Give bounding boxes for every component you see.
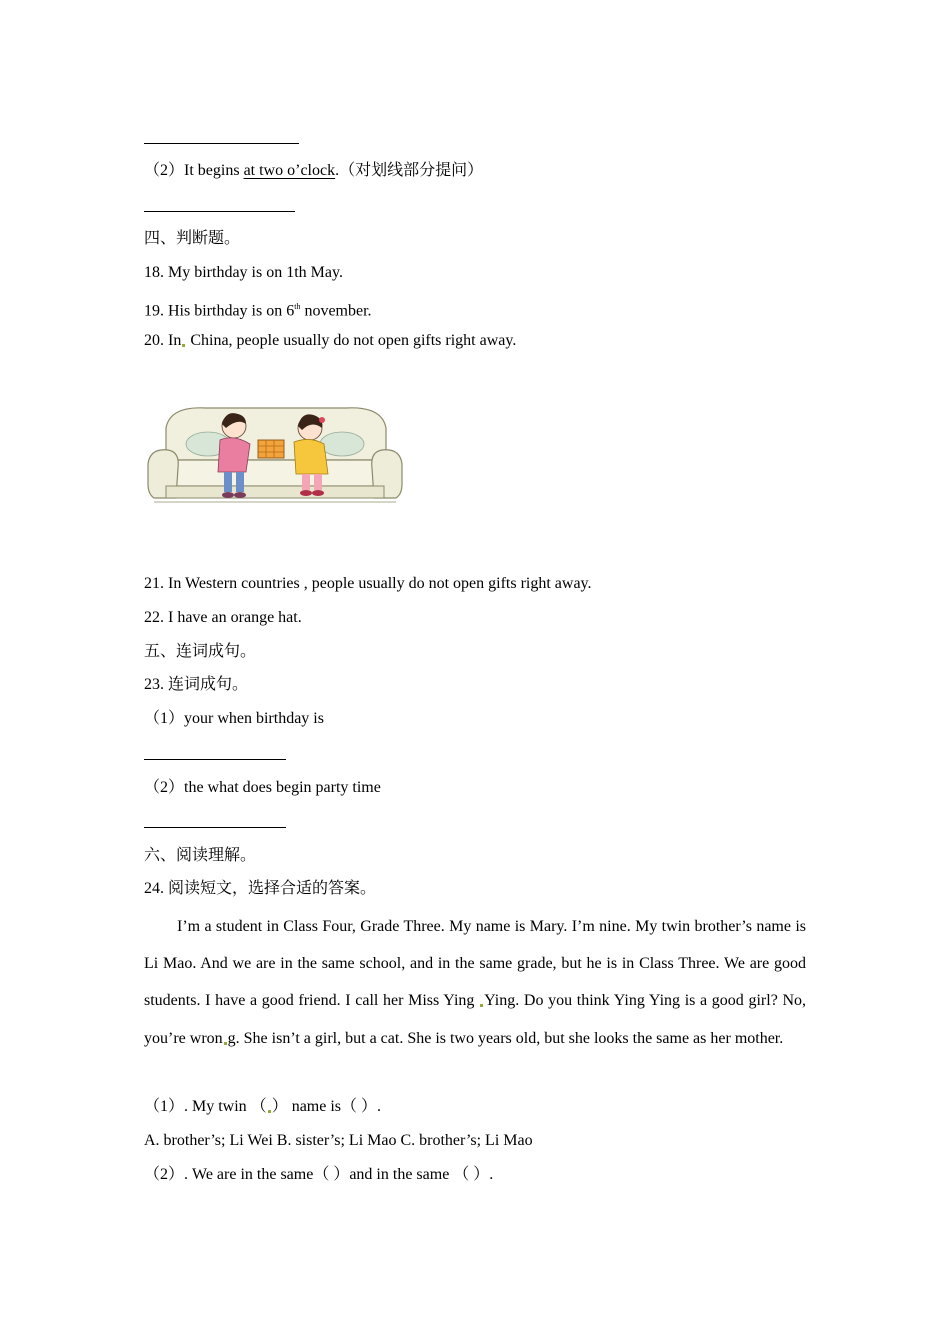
question-22: 22. I have an orange hat.	[144, 609, 302, 626]
section-6-heading: 六、阅读理解。	[144, 847, 257, 864]
question-17-2: （2）It begins at two o’clock.（对划线部分提问）	[144, 162, 484, 179]
question-23-1: （1）your when birthday is	[144, 710, 324, 727]
section-4-heading: 四、判断题。	[144, 230, 241, 247]
question-18: 18. My birthday is on 1th May.	[144, 264, 343, 281]
answer-line	[144, 211, 295, 212]
answer-line	[144, 143, 299, 144]
speck-mark	[268, 1110, 271, 1113]
question-19: 19. His birthday is on 6th november.	[144, 302, 372, 320]
question-23-2: （2）the what does begin party time	[144, 779, 381, 796]
question-24-1: （1）. My twin （ ） name is（ ）.	[144, 1098, 382, 1115]
question-21: 21. In Western countries , people usually do not open gifts right away.	[144, 575, 592, 592]
question-23-title: 23. 连词成句。	[144, 676, 249, 693]
speck-mark	[224, 1042, 227, 1045]
question-24-title: 24. 阅读短文，选择合适的答案。	[144, 880, 377, 897]
underlined-phrase: at two o’clock	[243, 162, 336, 179]
speck-mark	[480, 1004, 483, 1007]
answer-line	[144, 827, 286, 828]
girls-on-sofa-image	[146, 398, 404, 510]
speck-mark	[182, 344, 185, 347]
sofa-gift-illustration	[146, 398, 404, 510]
answer-line	[144, 759, 286, 760]
question-20: 20. In China, people usually do not open gifts right away.	[144, 332, 517, 349]
question-24-1-options: A. brother’s; Li Wei B. sister’s; Li Mao C. brother’s; Li Mao	[144, 1132, 533, 1149]
question-24-2: （2）. We are in the same（ ）and in the same （ ）.	[144, 1166, 494, 1183]
section-5-heading: 五、连词成句。	[144, 643, 257, 660]
reading-passage: I’m a student in Class Four, Grade Three. My name is Mary. I’m nine. My twin brother’s name is Li Mao. And we are in the same school, and in the same grade, but he is in Class Three. We are good students. I have a good friend. I call her Miss Ying Ying. Do you think Ying Ying is a good girl? No, you’re wron g. She isn’t a girl, but a cat. She is two years old, but she looks the same as her mother.	[144, 918, 807, 1047]
